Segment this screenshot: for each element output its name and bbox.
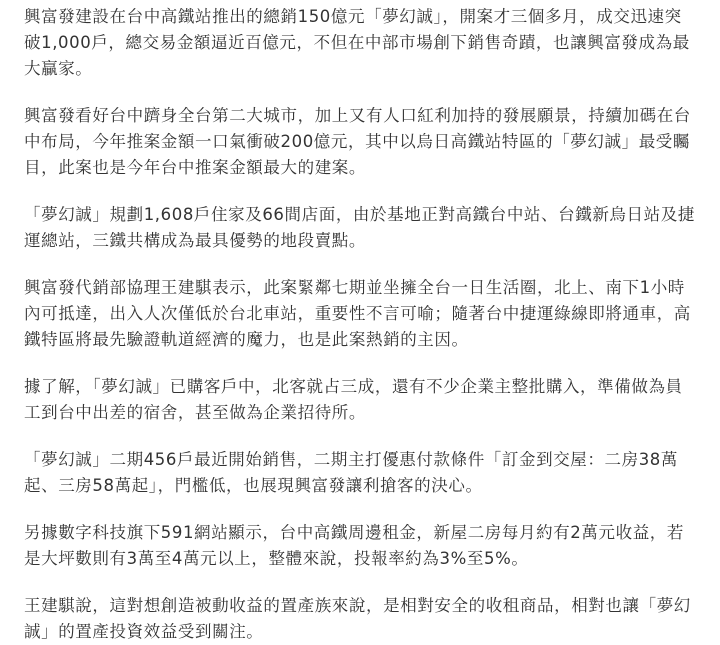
article-paragraph: 王建騏說，這對想創造被動收益的置產族來說，是相對安全的收租商品，相對也讓「夢幻誠」的置產投資效益受到關注。	[24, 596, 691, 641]
article-paragraph: 「夢幻誠」二期456戶最近開始銷售，二期主打優惠付款條件「訂金到交屋：二房38萬起、三房58萬起」，門檻低，也展現興富發讓利搶客的決心。	[24, 450, 678, 495]
article-paragraph: 興富發看好台中躋身全台第二大城市，加上又有人口紅利加持的發展願景，持續加碼在台中布局，今年推案金額一口氣衝破200億元，其中以烏日高鐵站特區的「夢幻誠」最受矚目，此案也是今年台中推案金額最大的建案。	[24, 106, 691, 177]
article-paragraph: 據了解，「夢幻誠」已購客戶中，北客就占三成，還有不少企業主整批購入，準備做為員工到台中出差的宿舍，甚至做為企業招待所。	[24, 377, 683, 422]
article-paragraph: 「夢幻誠」規劃1,608戶住家及66間店面，由於基地正對高鐵台中站、台鐵新烏日站及捷運總站，三鐵共構成為最具優勢的地段賣點。	[24, 205, 695, 250]
article-paragraph: 興富發建設在台中高鐵站推出的總銷150億元「夢幻誠」，開案才三個多月，成交迅速突破1,000戶，總交易金額逼近百億元，不但在中部市場創下銷售奇蹟，也讓興富發成為最大贏家。	[24, 7, 690, 78]
article-paragraph: 另據數字科技旗下591網站顯示，台中高鐵周邊租金，新屋二房每月約有2萬元收益，若是大坪數則有3萬至4萬元以上，整體來說，投報率約為3%至5%。	[24, 523, 684, 568]
article-paragraph: 興富發代銷部協理王建騏表示，此案緊鄰七期並坐擁全台一日生活圈，北上、南下1小時內可抵達，出入人次僅低於台北車站，重要性不言可喻；隨著台中捷運綠線即將通車，高鐵特區將最先驗證軌道經濟的魔力，也是此案熱銷的主因。	[24, 278, 691, 349]
